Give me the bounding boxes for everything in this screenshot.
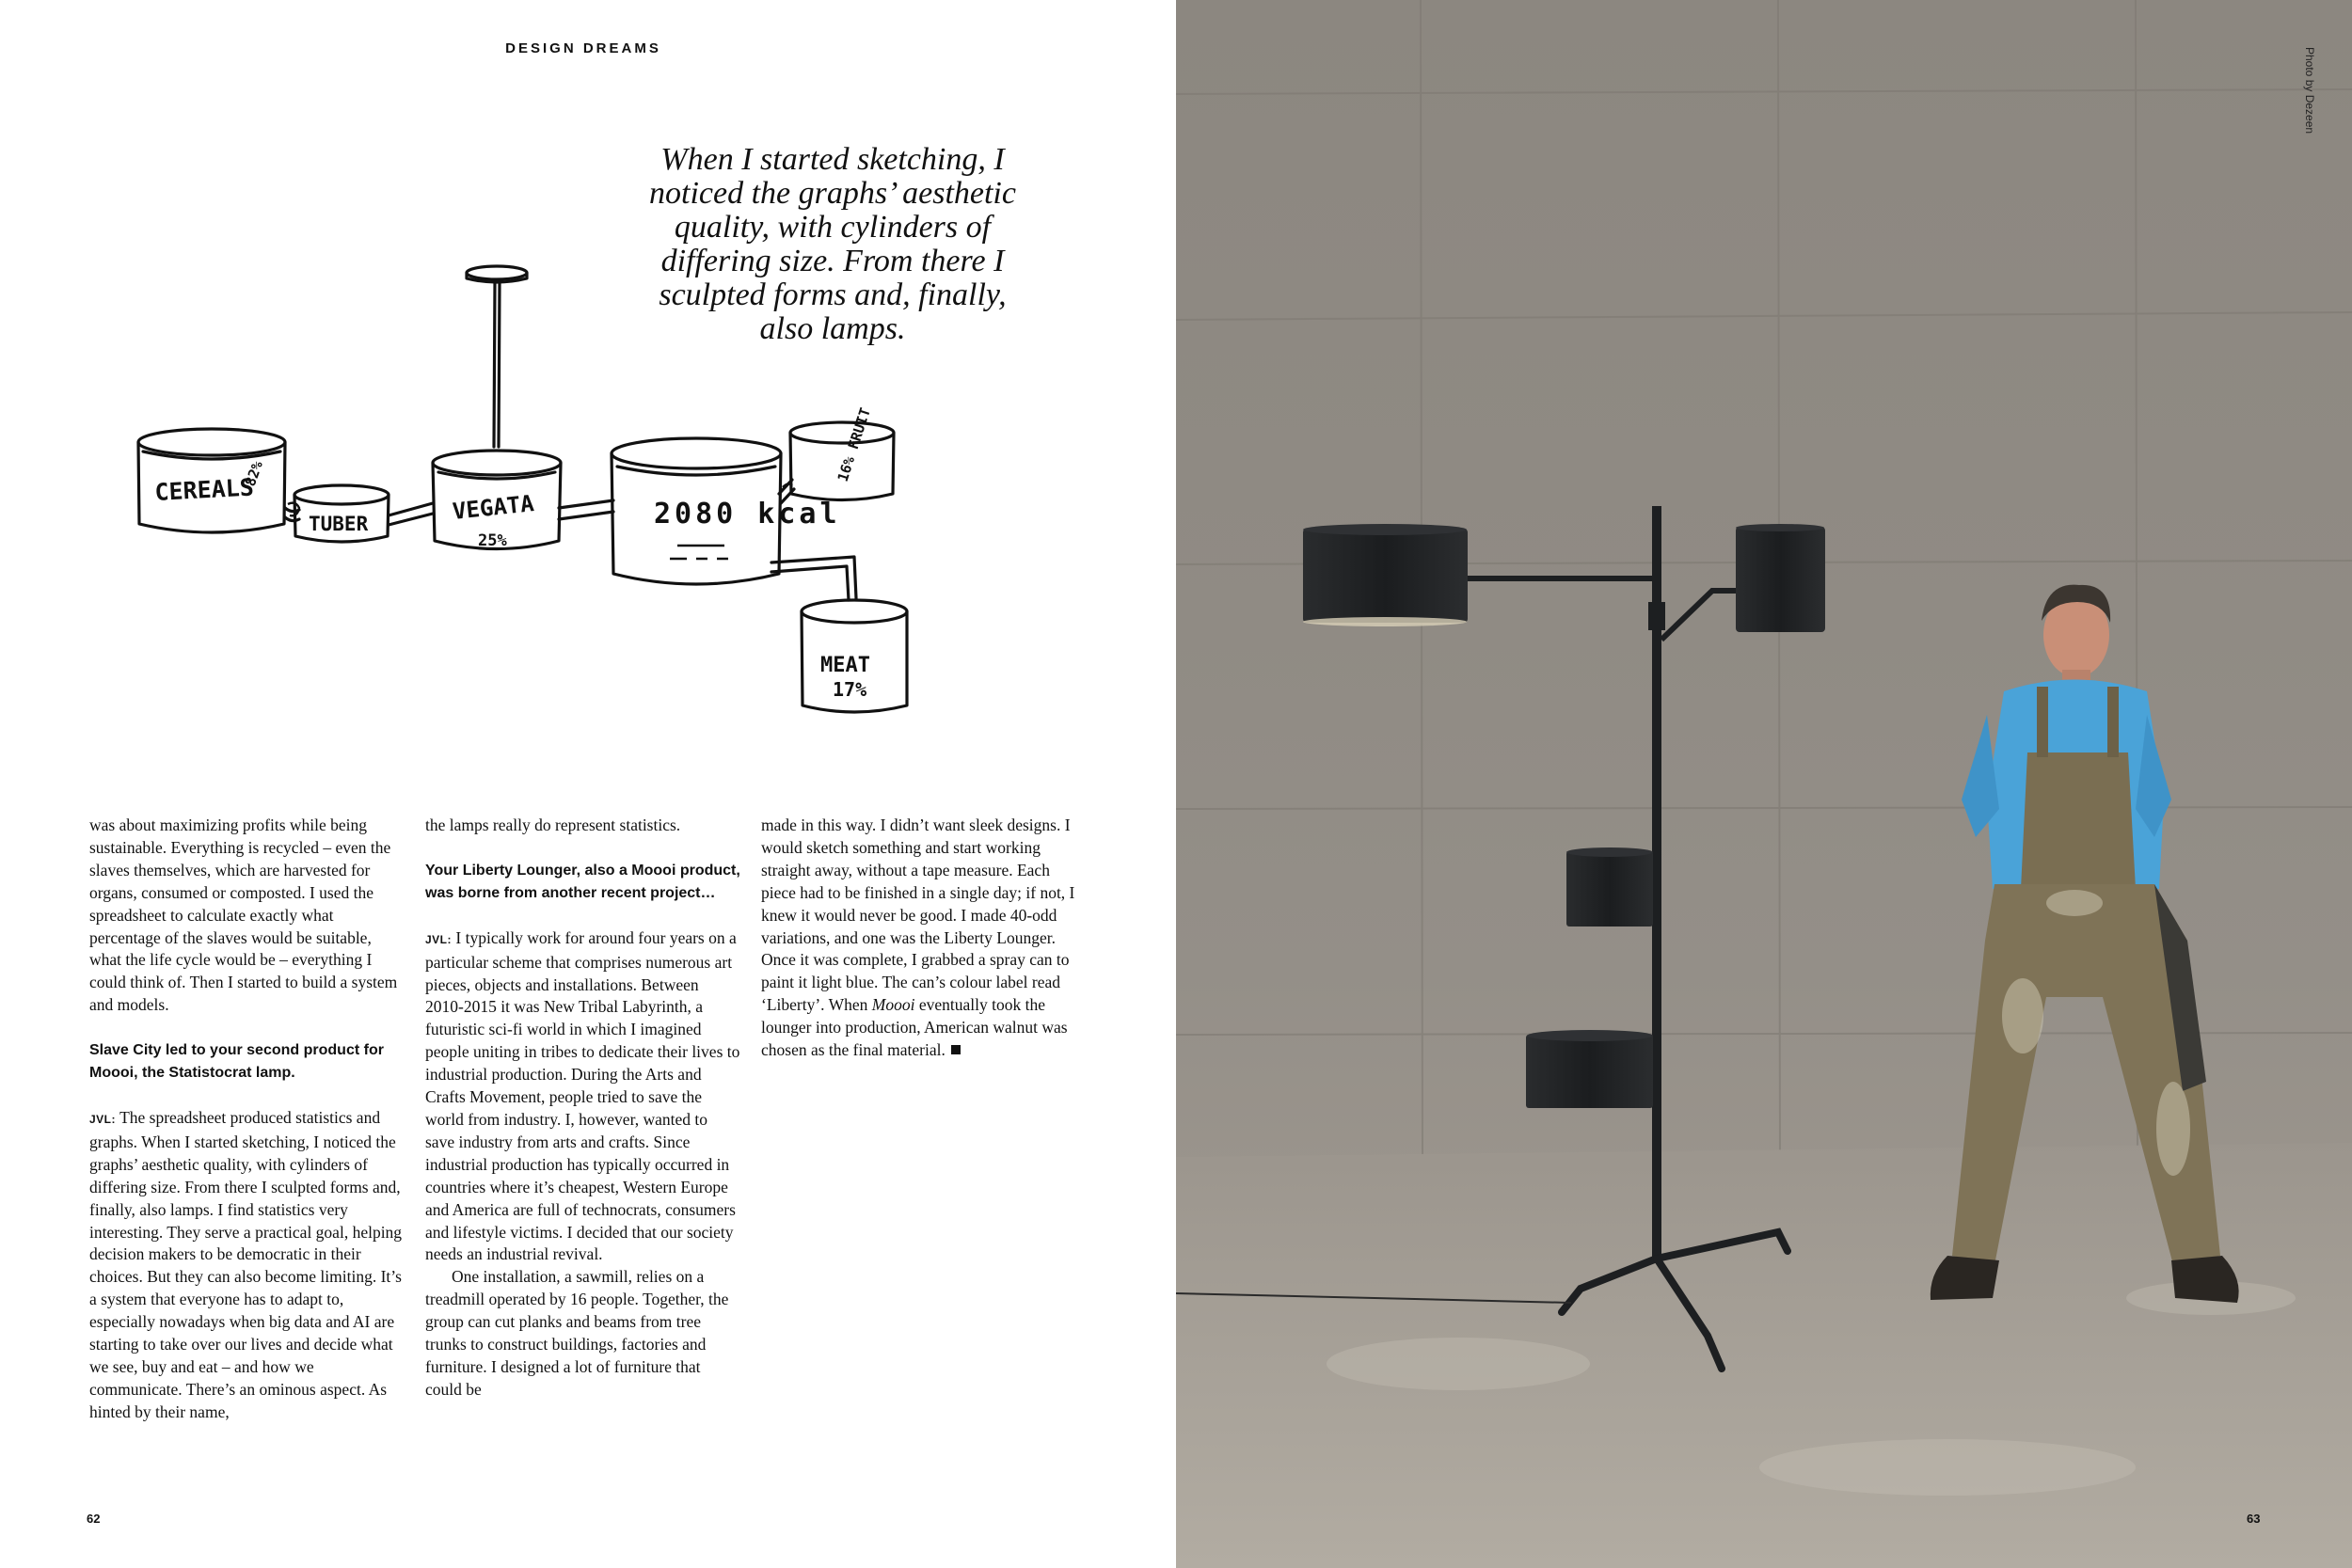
sketch-label-meat: MEAT [820,654,870,677]
pull-quote-line: differing size. From there I [660,244,1005,278]
lamp-sketch-illustration [122,254,950,724]
sketch-top-disc [467,266,527,279]
pull-quote-line: quality, with cylinders of [674,210,992,245]
sketch-label-meat-pct: 17% [833,678,867,701]
pull-quote-line: also lamps. [759,311,906,346]
interview-question: Your Liberty Lounger, also a Moooi product, was borne from another recent project… [425,862,740,901]
interview-question: Slave City led to your second product for Moooi, the Statistocrat lamp. [89,1042,384,1082]
sketch-label-tuber: TUBER [309,513,369,535]
paragraph-text: I typically work for around four years on a particular scheme that comprises numerous art pieces, objects and installations. Between 2010-2015 it was New Tribal Labyrinth, a futuristic sci-fi world in which I imagined people uniting in tribes to dedicate their lives to industrial production. During the Arts and Crafts Movement, people tried to save the world from industry. I, however, wanted to save industry from arts and crafts. Since industrial production has typically occurred in countries where it’s cheapest, Western Europe and America are full of technocrats, consumers and lifestyle victims. I decided that our society needs an industrial revival. [425,927,740,1264]
photo-lamp-and-designer [1176,0,2352,1568]
speaker-label: JVL: [425,932,453,946]
sketch-label-fruit: 16% FRUIT [834,405,874,484]
speaker-label: JVL: [89,1112,117,1126]
paragraph: the lamps really do represent statistics. [425,816,681,834]
text-column-1 [89,815,405,1424]
sketch-label-vegata: VEGATA [451,490,535,525]
paragraph-text: The spreadsheet produced statistics and graphs. When I started sketching, I noticed the graphs’ aesthetic quality, with cylinders of differing size. From there I sculpted forms and, finally, also lamps. I find statistics very interesting. They serve a practical goal, helping decision makers to be democratic in their choices. But they can also become limiting. It’s a system that everyone has to adapt to, especially nowadays when big data and AI are starting to take over our lives and decide what we see, buy and eat – and how we communicate. There’s an ominous aspect. As hinted by their name, [89,1107,403,1421]
page-number-right: 63 [2247,1512,2261,1526]
paragraph-text: made in this way. I didn’t want sleek designs. I would sketch something and start working straight away, without a tape measure. Each piece had to be finished in a single day; if not, I knew it would never be good. I made 40-odd variations, and one was the Liberty Lounger. Once it was complete, I grabbed a spray can to paint it light blue. The can’s colour label read ‘Liberty’. When [761,816,1075,1015]
pull-quote-line: noticed the graphs’ aesthetic [649,176,1016,211]
photo-credit: Photo by Dezeen [2303,47,2316,135]
sketch-label-cereals: CEREALS [153,473,255,506]
pull-quote-line: When I started sketching, I [660,142,1005,177]
text-column-2 [425,815,740,1402]
paragraph: One installation, a sawmill, relies on a treadmill operated by 16 people. Together, the group can cut planks and beams from tree trunks to construct buildings, factories and furniture. I designed a lot of furniture that could be [425,1267,729,1399]
sketch-label-cereals-pct: 82% [241,458,267,489]
right-page-photo [1176,0,2352,1568]
text-column-3 [761,815,1076,1062]
end-mark-icon [951,1045,961,1054]
section-header: DESIGN DREAMS [505,40,661,56]
sketch-label-kcal: 2080 kcal [654,498,841,531]
page-number-left: 62 [87,1512,101,1526]
sketch-label-vegata-pct: 25% [478,531,507,550]
paragraph [89,1107,405,1424]
italic-brand: Moooi [871,995,915,1015]
paragraph [761,815,1076,1062]
pull-quote-line: sculpted forms and, finally, [659,277,1007,312]
paragraph [425,927,740,1267]
paragraph-text: eventually took the lounger into production, American walnut was chosen as the final material. [761,995,1068,1060]
paragraph: was about maximizing profits while being sustainable. Everything is recycled – even the slaves themselves, which are harvested for organs, consumed or composted. I used the spreadsheet to calculate exactly what percentage of the slaves would be suitable, what the life cycle would be – everything I could think of. Then I started to build a system and models. [89,816,398,1015]
